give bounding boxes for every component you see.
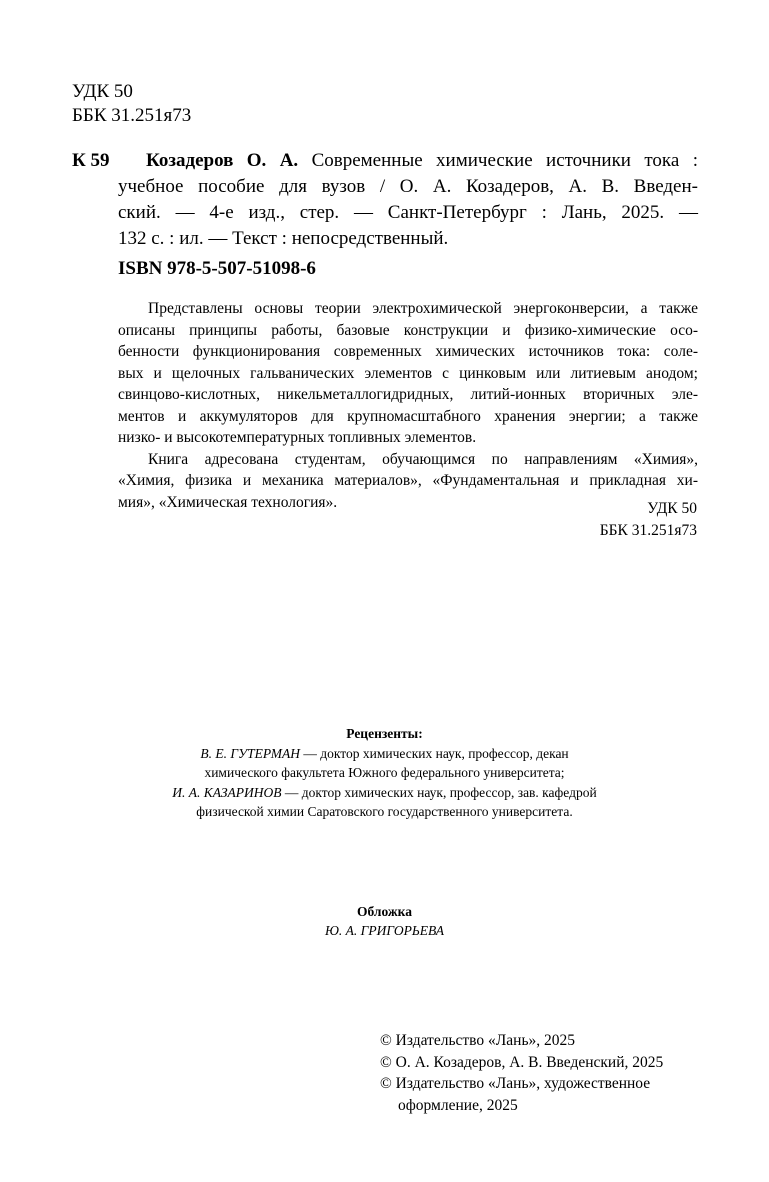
reviewers-block <box>0 724 769 822</box>
abstract-line: ментов и аккумуляторов для крупномасштабного хранения энергии; а также <box>118 407 698 425</box>
abstract-line: низко- и высокотемпературных топливных элементов. <box>118 429 477 446</box>
reviewer-1-title: — доктор химических наук, профессор, декан <box>300 745 569 761</box>
bbk-code: ББК 31.251я73 <box>72 105 192 126</box>
reviewer-2-affiliation: физической химии Саратовского государственного университета. <box>196 804 573 819</box>
cover-heading: Обложка <box>356 904 412 919</box>
classification-block-right <box>600 498 697 542</box>
bib-line-4: 132 с. : ил. — Текст : непосредственный. <box>118 228 449 249</box>
reviewers-heading: Рецензенты: <box>346 726 423 741</box>
bbk-code-right: ББК 31.251я73 <box>599 522 697 539</box>
abstract-line: Книга адресована студентам, обучающимся по направлениям «Химия», <box>148 450 698 468</box>
copyright-line: © Издательство «Лань», художественное <box>380 1075 651 1092</box>
reviewer-1-affiliation: химического факультета Южного федерального университета; <box>204 765 565 780</box>
classification-block <box>72 80 191 128</box>
reviewer-2-name: И. А. КАЗАРИНОВ <box>172 784 282 800</box>
bib-line-3: ский. — 4-е изд., стер. — Санкт-Петербург : Лань, 2025. — <box>118 202 698 223</box>
copyright-line: © О. А. Козадеров, А. В. Введенский, 2025 <box>380 1053 664 1071</box>
udk-code-right: УДК 50 <box>647 500 697 517</box>
cover-designer: Ю. А. ГРИГОРЬЕВА <box>324 923 445 938</box>
abstract-line: свинцово-кислотных, никельметаллогидридных, литий-ионных вторичных эле- <box>118 386 698 403</box>
cover-credit <box>0 902 769 940</box>
author-mark: К 59 <box>72 150 110 171</box>
bib-author: Козадеров О. А. <box>146 150 299 171</box>
udk-code: УДК 50 <box>72 81 133 102</box>
reviewer-2-title: — доктор химических наук, профессор, зав. кафедрой <box>281 784 597 800</box>
abstract <box>118 298 698 513</box>
reviewer-2 <box>0 783 769 803</box>
bib-line-1 <box>118 148 698 174</box>
bibliographic-description <box>118 148 698 252</box>
reviewer-1-name: В. Е. ГУТЕРМАН <box>200 745 300 761</box>
reviewer-1 <box>0 744 769 764</box>
bib-title: Современные химические источники тока : <box>298 150 698 171</box>
abstract-line: бенности функционирования современных химических источников тока: соле- <box>118 343 698 360</box>
abstract-line: вых и щелочных гальванических элементов с цинковым или литиевым анодом; <box>118 364 698 382</box>
abstract-line: «Химия, физика и механика материалов», «Фундаментальная и прикладная хи- <box>118 472 698 489</box>
copyright-line: оформление, 2025 <box>398 1096 518 1114</box>
abstract-line: описаны принципы работы, базовые конструкции и физико-химические осо- <box>118 321 698 339</box>
abstract-line: Представлены основы теории электрохимической энергоконверсии, а также <box>148 300 698 317</box>
copyright-block <box>380 1030 663 1116</box>
copyright-line: © Издательство «Лань», 2025 <box>380 1032 576 1049</box>
isbn: ISBN 978-5-507-51098-6 <box>118 258 316 279</box>
abstract-line: мия», «Химическая технология». <box>118 493 338 511</box>
bib-line-2: учебное пособие для вузов / О. А. Козадеров, А. В. Введен- <box>118 176 698 197</box>
